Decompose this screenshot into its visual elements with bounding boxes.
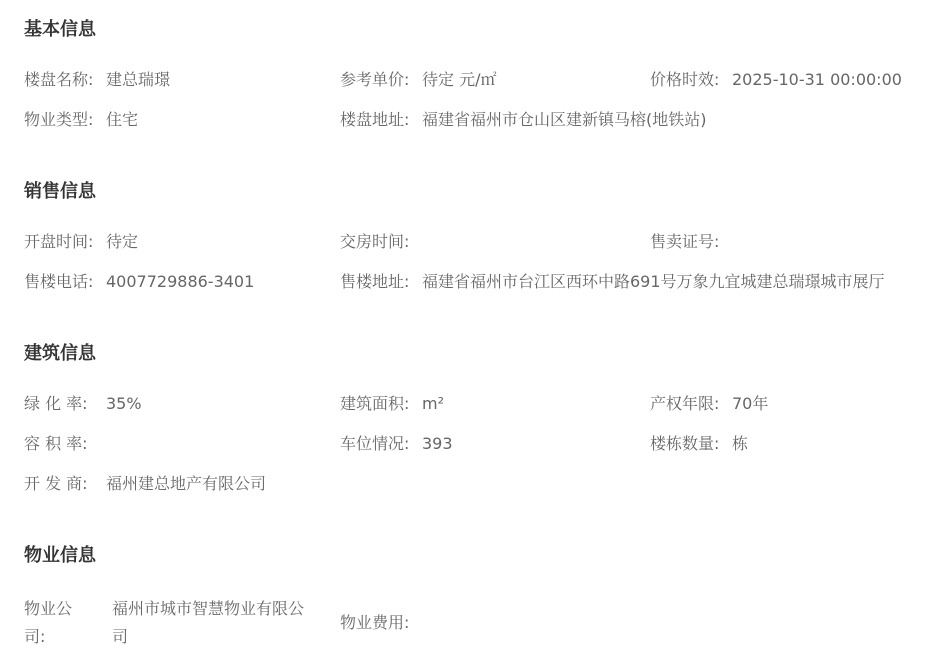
- field-label: 售卖证号:: [650, 232, 720, 251]
- field-value: 建总瑞璟: [106, 70, 171, 89]
- field-property-type: [24, 109, 340, 131]
- field-sales-office-address: [340, 271, 936, 293]
- section-basic-info: [24, 18, 936, 131]
- field-label: 开盘时间:: [24, 232, 94, 251]
- field-label: 容 积 率:: [24, 434, 88, 453]
- field-value: 待定: [106, 232, 139, 251]
- field-property-company: [24, 595, 340, 651]
- field-label: 物业公司:: [24, 599, 73, 646]
- field-label: 参考单价:: [340, 70, 410, 89]
- field-value: 福建省福州市台江区西环中路691号万象九宜城建总瑞璟城市展厅: [422, 272, 885, 291]
- property-info-grid: [24, 595, 936, 651]
- field-value: 待定 元/㎡: [422, 70, 497, 89]
- field-delivery-time: [340, 231, 650, 253]
- basic-info-grid: [24, 69, 936, 131]
- field-label: 楼盘名称:: [24, 70, 94, 89]
- field-value: 福州市城市智慧物业有限公司: [112, 599, 305, 646]
- field-open-time: [24, 231, 340, 253]
- field-label: 售楼电话:: [24, 272, 94, 291]
- field-unit-price: [340, 69, 650, 91]
- field-label: 价格时效:: [650, 70, 720, 89]
- field-label: 车位情况:: [340, 434, 410, 453]
- section-property-management-info: [24, 544, 936, 651]
- field-label: 楼盘地址:: [340, 110, 410, 129]
- section-building-info: [24, 342, 936, 495]
- field-label: 交房时间:: [340, 232, 410, 251]
- field-plot-ratio: [24, 433, 340, 455]
- section-sales-info: [24, 180, 936, 293]
- field-label: 产权年限:: [650, 394, 720, 413]
- field-label: 开 发 商:: [24, 474, 88, 493]
- field-tenure-years: [650, 393, 936, 415]
- field-value: 70年: [732, 394, 769, 413]
- field-value: 2025-10-31 00:00:00: [732, 70, 902, 89]
- field-label: 楼栋数量:: [650, 434, 720, 453]
- field-value: 住宅: [106, 110, 139, 129]
- field-green-rate: [24, 393, 340, 415]
- field-property-fee: [340, 609, 650, 637]
- field-tower-count: [650, 433, 936, 455]
- field-value: 福州建总地产有限公司: [106, 474, 267, 493]
- field-developer: [24, 473, 340, 495]
- field-parking: [340, 433, 650, 455]
- field-sales-license: [650, 231, 936, 253]
- field-value: 393: [422, 434, 453, 453]
- field-value: 4007729886-3401: [106, 272, 255, 291]
- field-value: 福建省福州市仓山区建新镇马榕(地铁站): [422, 110, 707, 129]
- section-title-basic: 基本信息: [24, 19, 96, 40]
- section-title-sales: 销售信息: [24, 181, 96, 202]
- field-label: 售楼地址:: [340, 272, 410, 291]
- field-label: 物业费用:: [340, 613, 410, 632]
- field-price-validity: [650, 69, 936, 91]
- field-label: 绿 化 率:: [24, 394, 88, 413]
- sales-info-grid: [24, 231, 936, 293]
- field-label: 物业类型:: [24, 110, 94, 129]
- field-property-name: [24, 69, 340, 91]
- building-info-grid: [24, 393, 936, 495]
- field-value: m²: [422, 394, 444, 413]
- field-value: 栋: [732, 434, 749, 453]
- section-title-property: 物业信息: [24, 545, 96, 566]
- field-building-area: [340, 393, 650, 415]
- section-title-building: 建筑信息: [24, 343, 96, 364]
- field-value: 35%: [106, 394, 142, 413]
- field-sales-phone: [24, 271, 340, 293]
- field-label: 建筑面积:: [340, 394, 410, 413]
- field-property-address: [340, 109, 936, 131]
